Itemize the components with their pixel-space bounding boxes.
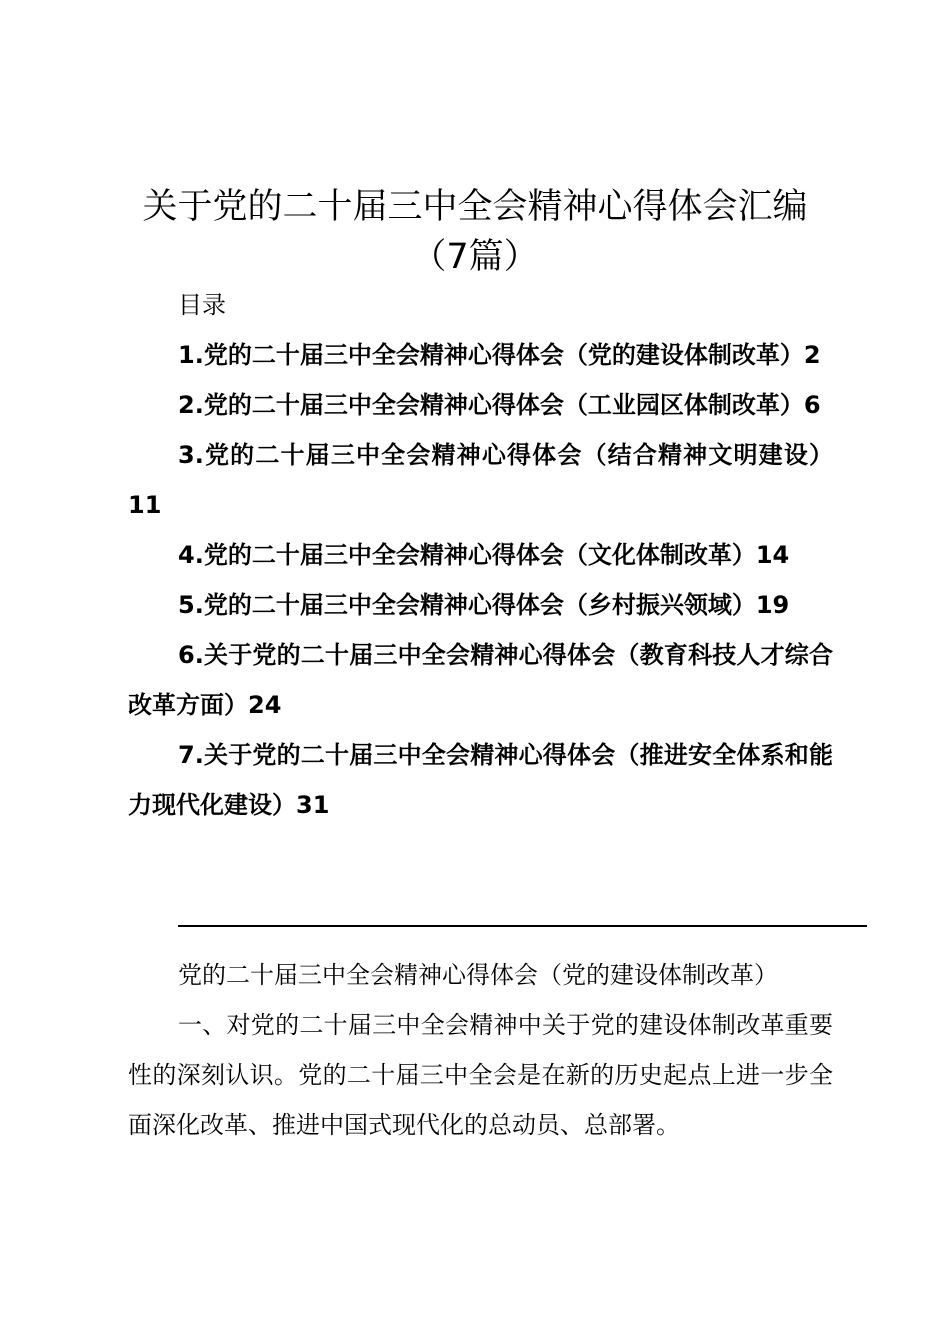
toc-item-7[interactable]: 7.关于党的二十届三中全会精神心得体会（推进安全体系和能力现代化建设）31: [128, 741, 833, 819]
toc-heading: 目录: [178, 291, 226, 319]
document-title-line2: （7篇）: [411, 237, 539, 277]
toc-divider: [178, 925, 867, 927]
toc-item-3[interactable]: 3.党的二十届三中全会精神心得体会（结合精神文明建设）11: [128, 441, 833, 519]
body-text: [128, 950, 833, 1150]
body-paragraph: 一、对党的二十届三中全会精神中关于党的建设体制改革重要性的深刻认识。党的二十届三中全会是在新的历史起点上进一步全面深化改革、推进中国式现代化的总动员、总部署。: [128, 1011, 833, 1139]
section-title: 党的二十届三中全会精神心得体会（党的建设体制改革）: [178, 961, 778, 989]
toc-item-2[interactable]: 2.党的二十届三中全会精神心得体会（工业园区体制改革）6: [178, 391, 821, 419]
document-title-line1: 关于党的二十届三中全会精神心得体会汇编: [142, 187, 808, 227]
toc-item-4[interactable]: 4.党的二十届三中全会精神心得体会（文化体制改革）14: [178, 541, 790, 569]
toc-item-1[interactable]: 1.党的二十届三中全会精神心得体会（党的建设体制改革）2: [178, 341, 821, 369]
toc-item-5[interactable]: 5.党的二十届三中全会精神心得体会（乡村振兴领域）19: [178, 591, 790, 619]
toc-item-6[interactable]: 6.关于党的二十届三中全会精神心得体会（教育科技人才综合改革方面）24: [128, 641, 833, 719]
table-of-contents: [128, 330, 833, 830]
